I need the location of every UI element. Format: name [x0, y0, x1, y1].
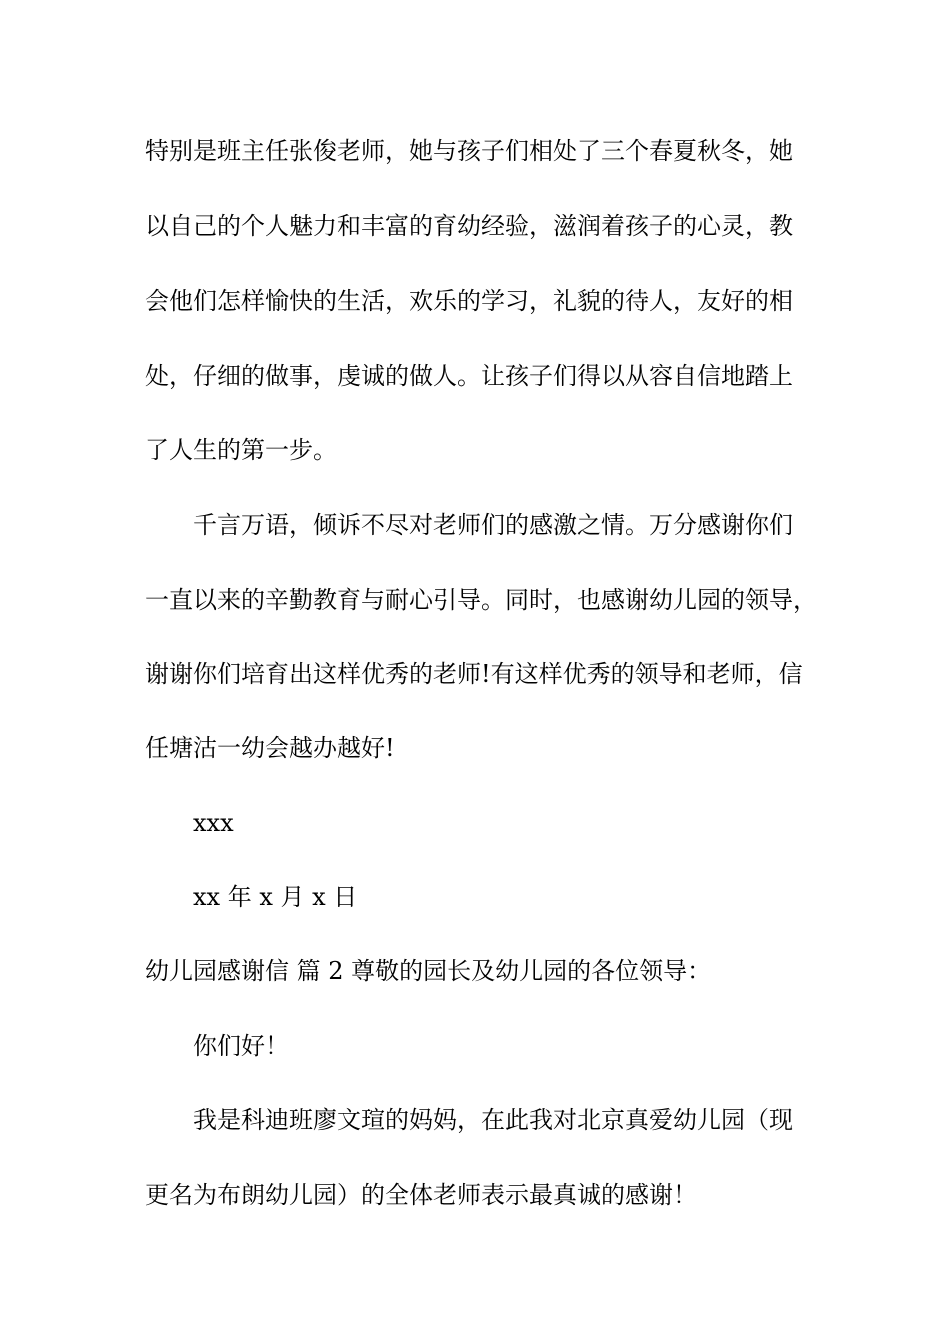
paragraph-line: 千言万语，倾诉不尽对老师们的感激之情。万分感谢你们 — [193, 511, 793, 539]
paragraph-line: 谢谢你们培育出这样优秀的老师!有这样优秀的领导和老师，信 — [145, 660, 803, 688]
paragraph-line: 会他们怎样愉快的生活，欢乐的学习，礼貌的待人，友好的相 — [145, 287, 793, 315]
paragraph-line: 任塘沽一幼会越办越好! — [145, 734, 395, 762]
paragraph-line: 我是科迪班廖文瑄的妈妈，在此我对北京真爱幼儿园（现 — [193, 1106, 793, 1134]
paragraph-line: 一直以来的辛勤教育与耐心引导。同时，也感谢幼儿园的领导， — [145, 586, 817, 614]
section-heading: 幼儿园感谢信 篇 2 尊敬的园长及幼儿园的各位领导： — [145, 957, 712, 985]
paragraph-line: 处，仔细的做事，虔诚的做人。让孩子们得以从容自信地踏上 — [145, 362, 793, 390]
greeting-line: 你们好！ — [193, 1032, 289, 1060]
signature-date: xx 年 x 月 x 日 — [193, 883, 358, 911]
paragraph-line: 以自己的个人魅力和丰富的育幼经验，滋润着孩子的心灵，教 — [145, 212, 793, 240]
paragraph-line: 更名为布朗幼儿园）的全体老师表示最真诚的感谢！ — [145, 1181, 697, 1209]
signature-name: xxx — [193, 809, 234, 837]
paragraph-line: 特别是班主任张俊老师，她与孩子们相处了三个春夏秋冬，她 — [145, 137, 793, 165]
paragraph-line: 了人生的第一步。 — [145, 436, 337, 464]
